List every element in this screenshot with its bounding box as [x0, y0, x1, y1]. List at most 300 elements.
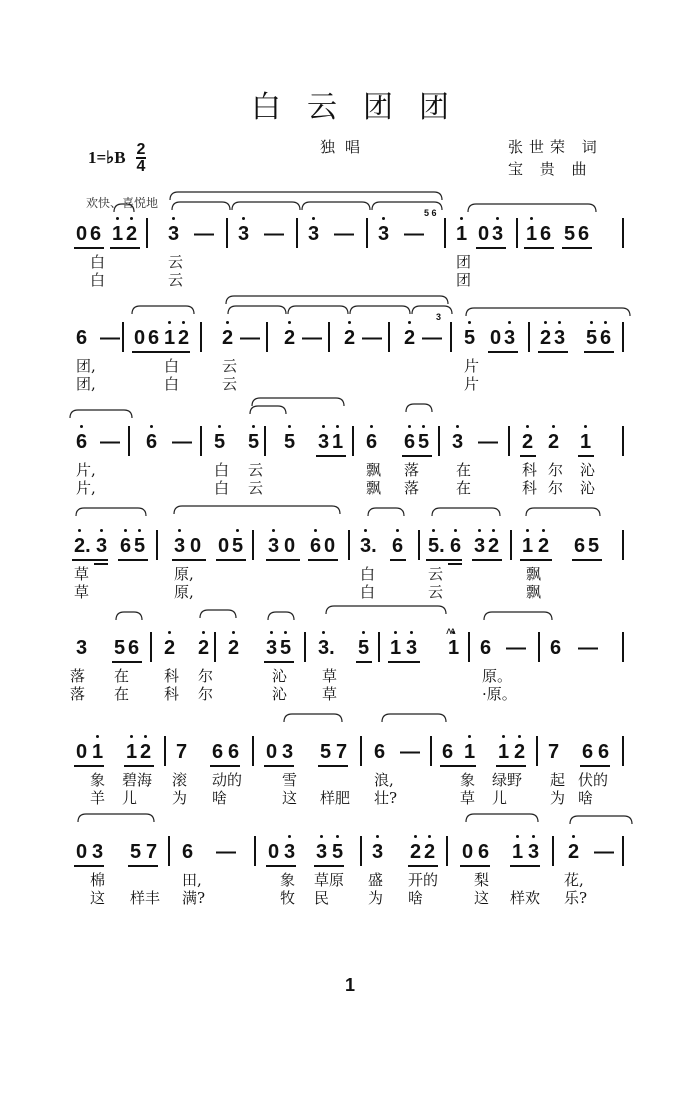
- note-value: 2: [344, 327, 356, 349]
- note-value: 0: [268, 841, 280, 863]
- lyric-verse-2: 儿: [122, 789, 138, 807]
- note-value: 2: [548, 431, 560, 453]
- note: [522, 534, 533, 558]
- note: [478, 840, 489, 864]
- lyric-verse-1: 象: [280, 871, 296, 889]
- note-value: 3: [406, 637, 418, 659]
- eighth-beam: [118, 559, 148, 561]
- bar-line: [360, 836, 362, 866]
- lyric-verse-1: 云: [248, 461, 264, 479]
- note-value: 5: [564, 223, 576, 245]
- note: [284, 840, 295, 864]
- note-value: 1: [112, 223, 124, 245]
- dash-hold: [194, 222, 214, 246]
- note: [140, 740, 151, 764]
- bar-line: [304, 632, 306, 662]
- lyric-verse-2: 羊: [90, 789, 106, 807]
- note-value: 0: [284, 535, 296, 557]
- note: [114, 636, 125, 660]
- notation-system: [70, 498, 630, 601]
- note-value: —: [240, 327, 260, 349]
- lyric-verse-2: 样欢: [510, 889, 541, 907]
- note: [548, 430, 559, 454]
- eighth-beam: [476, 247, 506, 249]
- note: [406, 636, 417, 660]
- note-value: 5: [588, 535, 600, 557]
- bar-line: [622, 530, 624, 560]
- note: [372, 840, 383, 864]
- bar-line: [252, 736, 254, 766]
- note: [146, 840, 157, 864]
- time-signature: [136, 142, 147, 174]
- lyric-verse-2: 落: [404, 479, 420, 497]
- grace-notes: 5 6: [424, 208, 437, 218]
- eighth-beam: [520, 455, 536, 457]
- lyric-verse-2: 飘: [366, 479, 382, 497]
- credits: [508, 136, 603, 180]
- note-value: —: [362, 327, 382, 349]
- lyric-verse-1: 尔: [198, 667, 214, 685]
- note: [164, 636, 175, 660]
- note: [478, 222, 489, 246]
- note: [76, 740, 87, 764]
- eighth-beam: [172, 559, 206, 561]
- note-value: 1: [390, 637, 402, 659]
- lyricist: 张世荣 词: [508, 138, 603, 156]
- lyric-verse-1: 落: [404, 461, 420, 479]
- lyric-verse-1: 尔: [548, 461, 564, 479]
- eighth-beam: [472, 559, 502, 561]
- lyric-verse-2: 原,: [174, 583, 194, 601]
- eighth-beam: [266, 865, 296, 867]
- note-value: 6: [600, 327, 612, 349]
- note: [148, 326, 159, 350]
- note-value: 5.: [428, 535, 445, 557]
- lyric-verse-2: 科: [164, 685, 180, 703]
- dash-hold: [400, 740, 420, 764]
- note: [318, 430, 329, 454]
- note-value: 7: [146, 841, 158, 863]
- note: [390, 636, 401, 660]
- eighth-beam: [264, 765, 294, 767]
- note-value: 3: [554, 327, 566, 349]
- notes-row: [70, 312, 630, 358]
- note: [366, 430, 377, 454]
- bar-line: [622, 836, 624, 866]
- note: [268, 840, 279, 864]
- lyric-verse-2: 片: [464, 375, 480, 393]
- lyric-verse-2: 样肥: [320, 789, 351, 807]
- lyric-verse-1: 碧海: [122, 771, 153, 789]
- lyric-verse-2: 样丰: [130, 889, 161, 907]
- lyric-verse-2: 云: [428, 583, 444, 601]
- bar-line: [122, 322, 124, 352]
- eighth-beam: [266, 559, 300, 561]
- note: [588, 534, 599, 558]
- lyric-verse-2: 白: [90, 271, 106, 289]
- note-value: 3: [504, 327, 516, 349]
- notation-system: [70, 704, 630, 807]
- note: [512, 840, 523, 864]
- bar-line: [150, 632, 152, 662]
- note: [332, 840, 343, 864]
- lyric-verse-1: 滚: [172, 771, 188, 789]
- lyric-verse-2: 草: [460, 789, 476, 807]
- note: [522, 430, 533, 454]
- note-value: 6: [148, 327, 160, 349]
- note-value: —: [302, 327, 322, 349]
- lyric-verse-1: 田,: [182, 871, 202, 889]
- bar-line: [438, 426, 440, 456]
- note: [336, 740, 347, 764]
- lyric-verse-1: 花,: [564, 871, 584, 889]
- note: [598, 740, 609, 764]
- lyric-verse-2: 尔: [198, 685, 214, 703]
- note-value: 0: [478, 223, 490, 245]
- note-value: 3: [474, 535, 486, 557]
- note-value: 5: [280, 637, 292, 659]
- lyric-verse-2: 啥: [212, 789, 228, 807]
- note: [266, 740, 277, 764]
- note-value: 6: [76, 431, 88, 453]
- dash-hold: [172, 430, 192, 454]
- lyric-verse-1: 绿野: [492, 771, 523, 789]
- note-value: 3: [268, 535, 280, 557]
- note-value: 5: [358, 637, 370, 659]
- bar-line: [328, 322, 330, 352]
- lyric-verse-1: 原,: [174, 565, 194, 583]
- note-value: 1: [126, 741, 138, 763]
- note: [456, 222, 467, 246]
- notation-system: [70, 186, 630, 289]
- lyric-verse-1: 雪: [282, 771, 298, 789]
- eighth-beam: [488, 351, 518, 353]
- note-value: 3: [266, 637, 278, 659]
- note-value: —: [400, 741, 420, 763]
- note: [582, 740, 593, 764]
- lyric-verse-2: 这: [282, 789, 298, 807]
- lyric-verse-1: 草: [322, 667, 338, 685]
- note-value: 0: [324, 535, 336, 557]
- eighth-beam: [356, 661, 372, 663]
- bar-line: [418, 530, 420, 560]
- note: [284, 534, 295, 558]
- dash-hold: [506, 636, 526, 660]
- bar-line: [366, 218, 368, 248]
- note-value: 6: [128, 637, 140, 659]
- note: [146, 430, 157, 454]
- bar-line: [508, 426, 510, 456]
- dash-hold: [240, 326, 260, 350]
- lyric-verse-2: ·原。: [482, 685, 517, 703]
- note-value: 2: [514, 741, 526, 763]
- lyric-verse-1: 伏的: [578, 771, 609, 789]
- lyric-verse-1: 科: [522, 461, 538, 479]
- slur-lines: [70, 394, 630, 430]
- bar-line: [510, 530, 512, 560]
- bar-line: [622, 736, 624, 766]
- eighth-beam: [402, 455, 432, 457]
- lyric-verse-2: 飘: [526, 583, 542, 601]
- eighth-beam: [210, 765, 240, 767]
- note-value: 5: [214, 431, 226, 453]
- note-value: 2: [284, 327, 296, 349]
- note: [540, 222, 551, 246]
- eighth-beam: [110, 247, 140, 249]
- note: [222, 326, 233, 350]
- lyric-verse-2: 满?: [182, 889, 206, 907]
- note: [554, 326, 565, 350]
- note: [586, 326, 597, 350]
- note-value: 2: [178, 327, 190, 349]
- slur-lines: [70, 600, 630, 636]
- eighth-beam: [578, 455, 594, 457]
- dash-hold: [594, 840, 614, 864]
- eighth-beam: [496, 765, 526, 767]
- note-value: 2: [404, 327, 416, 349]
- note: [176, 740, 187, 764]
- note: [92, 840, 103, 864]
- eighth-beam: [216, 559, 246, 561]
- lyric-verse-1: 梨: [474, 871, 490, 889]
- note-value: 2: [222, 327, 234, 349]
- note-value: 2: [488, 535, 500, 557]
- bar-line: [200, 426, 202, 456]
- eighth-beam: [112, 661, 142, 663]
- eighth-beam: [132, 351, 190, 353]
- note: [228, 740, 239, 764]
- bar-line: [622, 218, 624, 248]
- eighth-beam: [124, 765, 154, 767]
- eighth-beam: [510, 865, 540, 867]
- note: [126, 222, 137, 246]
- lyric-verse-1: 白: [360, 565, 376, 583]
- note: [452, 430, 463, 454]
- bar-line: [360, 736, 362, 766]
- note-value: 2: [126, 223, 138, 245]
- note-value: 5: [418, 431, 430, 453]
- note: [190, 534, 201, 558]
- lyric-verse-1: 片,: [76, 461, 96, 479]
- note-value: 5: [464, 327, 476, 349]
- bar-line: [254, 836, 256, 866]
- lyric-verse-2: 科: [522, 479, 538, 497]
- note-value: —: [264, 223, 284, 245]
- note: [324, 534, 335, 558]
- lyric-verse-2: 在: [456, 479, 472, 497]
- bar-line: [252, 530, 254, 560]
- note: [378, 222, 389, 246]
- note: [120, 534, 131, 558]
- note: [112, 222, 123, 246]
- lyric-verse-1: 白: [164, 357, 180, 375]
- note: [320, 740, 331, 764]
- bar-line: [528, 322, 530, 352]
- lyric-verse-1: 象: [90, 771, 106, 789]
- note: [360, 534, 377, 558]
- note-value: 0: [190, 535, 202, 557]
- note: [232, 534, 243, 558]
- bar-line: [128, 426, 130, 456]
- lyric-verse-2: 云: [222, 375, 238, 393]
- key-text: 1=♭B: [88, 148, 126, 167]
- bar-line: [348, 530, 350, 560]
- note-value: 3: [284, 841, 296, 863]
- lyric-verse-1: 象: [460, 771, 476, 789]
- note-value: —: [334, 223, 354, 245]
- note-value: 2: [538, 535, 550, 557]
- bar-line: [200, 322, 202, 352]
- note: [448, 636, 459, 660]
- bar-line: [264, 426, 266, 456]
- note: [76, 636, 87, 660]
- bar-line: [552, 836, 554, 866]
- dash-hold: [362, 326, 382, 350]
- note: [564, 222, 575, 246]
- note-value: —: [478, 431, 498, 453]
- note: [284, 430, 295, 454]
- note-value: 6: [310, 535, 322, 557]
- note: [134, 534, 145, 558]
- bar-line: [536, 736, 538, 766]
- eighth-beam: [408, 865, 438, 867]
- note: [442, 740, 453, 764]
- lyric-verse-1: 盛: [368, 871, 384, 889]
- bar-line: [156, 530, 158, 560]
- lyric-verse-2: 儿: [492, 789, 508, 807]
- notes-row: [70, 626, 630, 668]
- bar-line: [444, 218, 446, 248]
- performance-type: 独唱: [320, 138, 371, 156]
- notation-system: [70, 290, 630, 393]
- note-value: 3: [96, 535, 108, 557]
- lyric-verse-1: 团: [456, 253, 472, 271]
- note-value: —: [172, 431, 192, 453]
- note: [490, 326, 501, 350]
- eighth-beam: [74, 247, 104, 249]
- note-value: 0: [218, 535, 230, 557]
- note: [332, 430, 343, 454]
- note: [548, 740, 559, 764]
- eighth-beam: [524, 247, 554, 249]
- notes-row: [70, 534, 630, 566]
- trill-icon: ᴧᴧ: [446, 626, 454, 637]
- notes-row: [70, 430, 630, 462]
- lyric-verse-2: 尔: [548, 479, 564, 497]
- note-value: 6: [598, 741, 610, 763]
- note-value: 3: [238, 223, 250, 245]
- eighth-beam: [538, 351, 568, 353]
- bar-line: [538, 632, 540, 662]
- note-value: 1: [498, 741, 510, 763]
- note-value: 6: [228, 741, 240, 763]
- note-value: 5: [586, 327, 598, 349]
- note-value: 2: [228, 637, 240, 659]
- note-value: 6: [404, 431, 416, 453]
- note-value: 3: [492, 223, 504, 245]
- lyric-verse-2: 这: [90, 889, 106, 907]
- lyric-verse-1: 浪,: [374, 771, 394, 789]
- note-value: 1: [164, 327, 176, 349]
- notes-row: [70, 840, 630, 872]
- lyric-verse-1: 在: [114, 667, 130, 685]
- note: [164, 326, 175, 350]
- lyric-verse-2: 落: [70, 685, 86, 703]
- eighth-beam: [318, 765, 348, 767]
- lyric-verse-2: 这: [474, 889, 490, 907]
- slur-lines: [70, 186, 630, 222]
- lyric-verse-2: 团: [456, 271, 472, 289]
- note: [168, 222, 179, 246]
- bar-line: [226, 218, 228, 248]
- bar-line: [266, 322, 268, 352]
- note-value: 5: [248, 431, 260, 453]
- notation-system: [70, 804, 630, 907]
- note-value: 5: [130, 841, 142, 863]
- notes-row: [70, 208, 630, 254]
- eighth-beam: [390, 559, 406, 561]
- composer: 宝 贵 曲: [508, 160, 593, 178]
- bar-line: [146, 218, 148, 248]
- note: [464, 740, 475, 764]
- note: [464, 326, 475, 350]
- page-number: 1: [344, 975, 355, 995]
- key-signature: [88, 142, 146, 174]
- eighth-beam: [440, 765, 476, 767]
- bar-line: [296, 218, 298, 248]
- note: [228, 636, 239, 660]
- eighth-beam: [388, 661, 420, 663]
- note: [198, 636, 209, 660]
- sixteenth-beam: [448, 563, 462, 565]
- note: [474, 534, 485, 558]
- song-title: 白云团团: [251, 90, 475, 125]
- note-value: 2: [522, 431, 534, 453]
- eighth-beam: [460, 865, 490, 867]
- grace-notes: 3: [436, 312, 442, 322]
- lyric-verse-1: 白: [90, 253, 106, 271]
- lyric-verse-1: 科: [164, 667, 180, 685]
- eighth-beam: [72, 559, 108, 561]
- lyric-verse-2: 云: [168, 271, 184, 289]
- bar-line: [516, 218, 518, 248]
- eighth-beam: [580, 765, 610, 767]
- note: [266, 636, 277, 660]
- note-value: 6: [374, 741, 386, 763]
- bar-line: [622, 632, 624, 662]
- bar-line: [622, 426, 624, 456]
- note-value: 3: [372, 841, 384, 863]
- note: [574, 534, 585, 558]
- note-value: 6: [478, 841, 490, 863]
- notation-system: [70, 600, 630, 703]
- note-value: 1: [448, 637, 460, 659]
- bar-line: [450, 322, 452, 352]
- note-value: 6: [146, 431, 158, 453]
- dash-hold: [478, 430, 498, 454]
- eighth-beam: [314, 865, 344, 867]
- note: [76, 430, 87, 454]
- note-value: 2: [424, 841, 436, 863]
- dash-hold: [404, 222, 424, 246]
- bar-line: [430, 736, 432, 766]
- note: [74, 534, 91, 558]
- note-value: 6: [76, 327, 88, 349]
- note-value: 0: [76, 223, 88, 245]
- note-value: 3.: [360, 535, 377, 557]
- note-value: 6: [550, 637, 562, 659]
- lyric-verse-2: 乐?: [564, 889, 588, 907]
